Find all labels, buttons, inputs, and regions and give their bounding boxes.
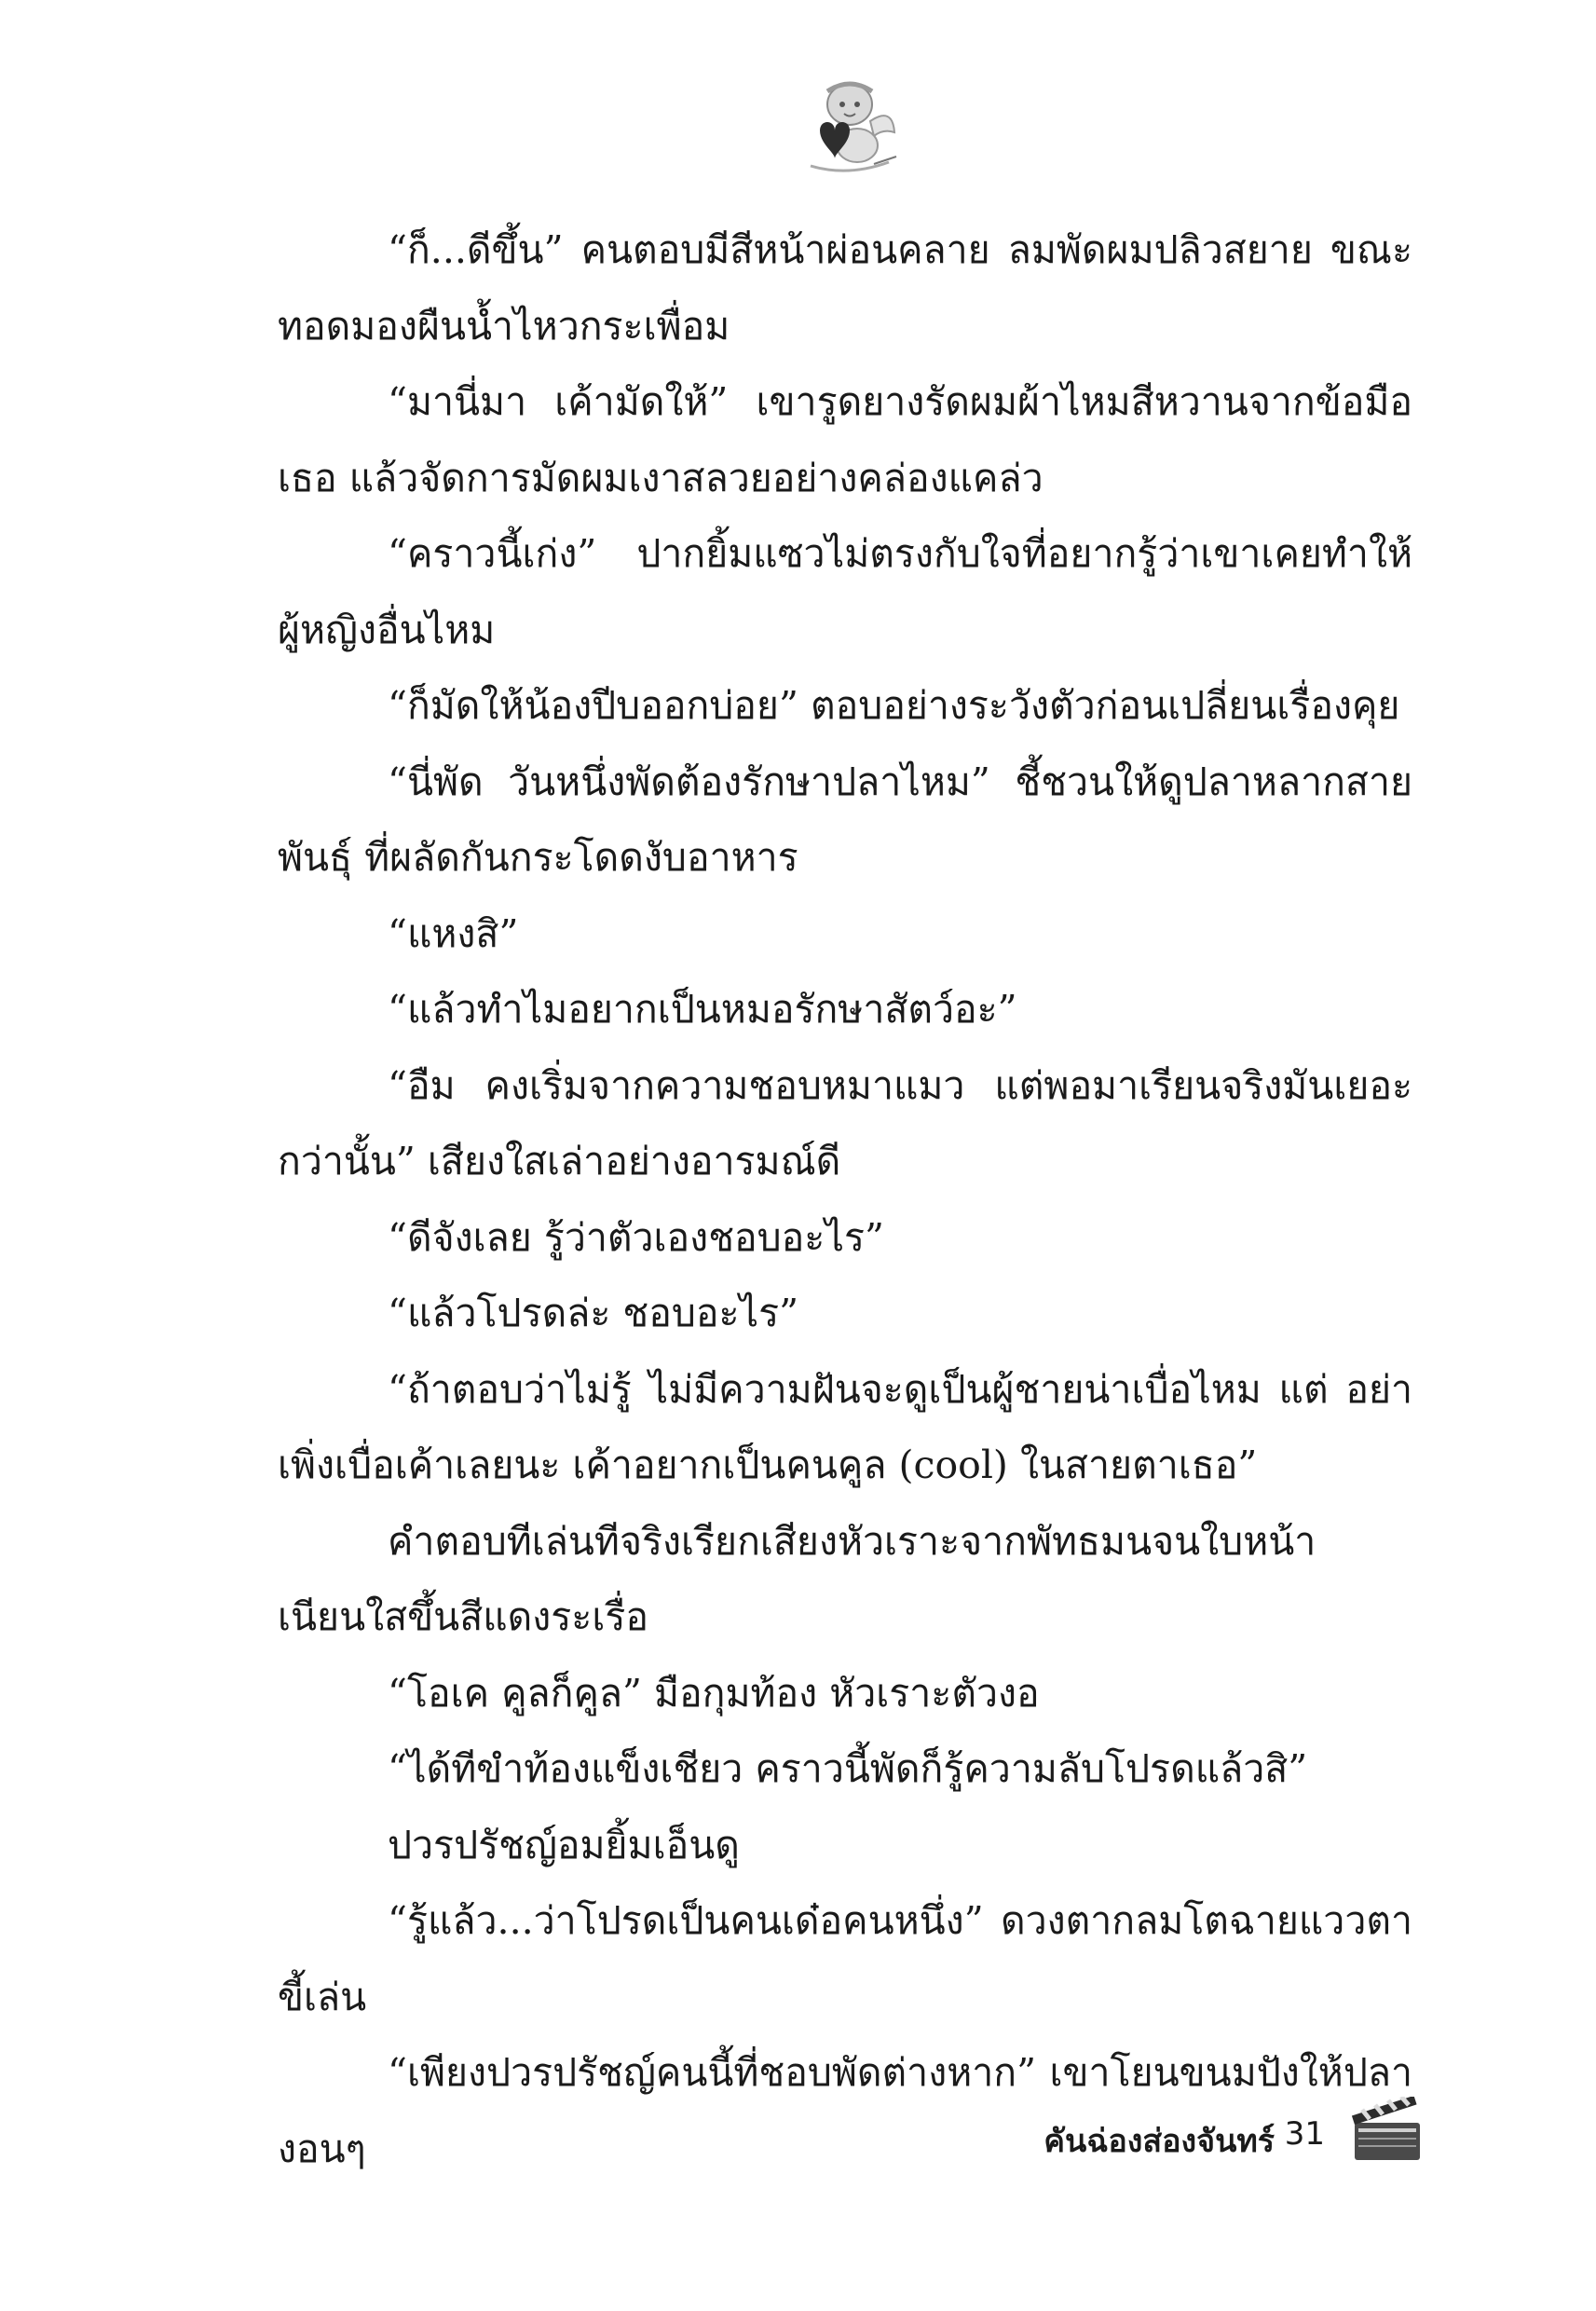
paragraph: “เพียงปวรปรัชญ์คนนี้ที่ชอบพัดต่างหาก” เขาโยนขนมปังให้ปลา งอนๆ: [278, 2050, 1412, 2171]
paragraph: “ได้ทีขำท้องแข็งเชียว คราวนี้พัดก็รู้ความลับโปรดแล้วสิ”: [388, 1746, 1308, 1791]
paragraph: “คราวนี้เก่ง” ปากยิ้มแซวไม่ตรงกับใจที่อยากรู้ว่าเขาเคยทำให้ ผู้หญิงอื่นไหม: [278, 531, 1412, 652]
paragraph: “นี่พัด วันหนึ่งพัดต้องรักษาปลาไหม” ชี้ชวนให้ดูปลาหลากสายพันธุ์ ที่ผลัดกันกระโดดงับอาหาร: [278, 759, 1412, 880]
paragraph: คำตอบทีเล่นทีจริงเรียกเสียงหัวเราะจากพัทธมนจนใบหน้า เนียนใสขึ้นสีแดงระเรื่อ: [278, 1518, 1316, 1639]
cupid-with-heart-icon: [792, 73, 904, 185]
paragraph: “มานี่มา เค้ามัดให้” เขารูดยางรัดผมผ้าไหมสีหวานจากข้อมือเธอ แล้วจัดการมัดผมเงาสลวยอย่างคล่องแคล่ว: [278, 379, 1412, 500]
paragraph: “ถ้าตอบว่าไม่รู้ ไม่มีความฝันจะดูเป็นผู้ชายน่าเบื่อไหม แต่ อย่าเพิ่งเบื่อเค้าเลยนะ เค้าอยากเป็นคนคูล (cool) ในสายตาเธอ”: [278, 1366, 1412, 1487]
page-number: 31: [1284, 2115, 1325, 2153]
paragraph: “แล้วทำไมอยากเป็นหมอรักษาสัตว์อะ”: [388, 987, 1017, 1032]
paragraph: “ก็...ดีขึ้น” คนตอบมีสีหน้าผ่อนคลาย ลมพัดผมปลิวสยาย ขณะทอดมองผืนน้ำไหวกระเพื่อม: [278, 227, 1412, 349]
paragraph: “แหงสิ”: [388, 910, 519, 956]
body-text: [278, 212, 1412, 2187]
paragraph: “รู้แล้ว...ว่าโปรดเป็นคนเด๋อคนหนึ่ง” ดวงตากลมโตฉายแววตา ขี้เล่น: [278, 1898, 1412, 2019]
page-footer: [988, 2095, 1425, 2179]
paragraph: “ดีจังเลย รู้ว่าตัวเองชอบอะไร”: [388, 1214, 884, 1260]
paragraph: “ก็มัดให้น้องปีบออกบ่อย” ตอบอย่างระวังตัวก่อนเปลี่ยนเรื่องคุย: [388, 683, 1400, 728]
paragraph: “โอเค คูลก็คูล” มือกุมท้อง หัวเราะตัวงอ: [388, 1670, 1040, 1716]
film-clapperboard-icon: [1349, 2097, 1425, 2164]
paragraph: “แล้วโปรดล่ะ ชอบอะไร”: [388, 1291, 799, 1335]
book-title: คันฉ่องส่องจันทร์: [1044, 2123, 1275, 2160]
paragraph: “อืม คงเริ่มจากความชอบหมาแมว แต่พอมาเรียนจริงมันเยอะ กว่านั้น” เสียงใสเล่าอย่างอารมณ์ดี: [278, 1062, 1412, 1183]
paragraph: ปวรปรัชญ์อมยิ้มเอ็นดู: [388, 1822, 740, 1867]
